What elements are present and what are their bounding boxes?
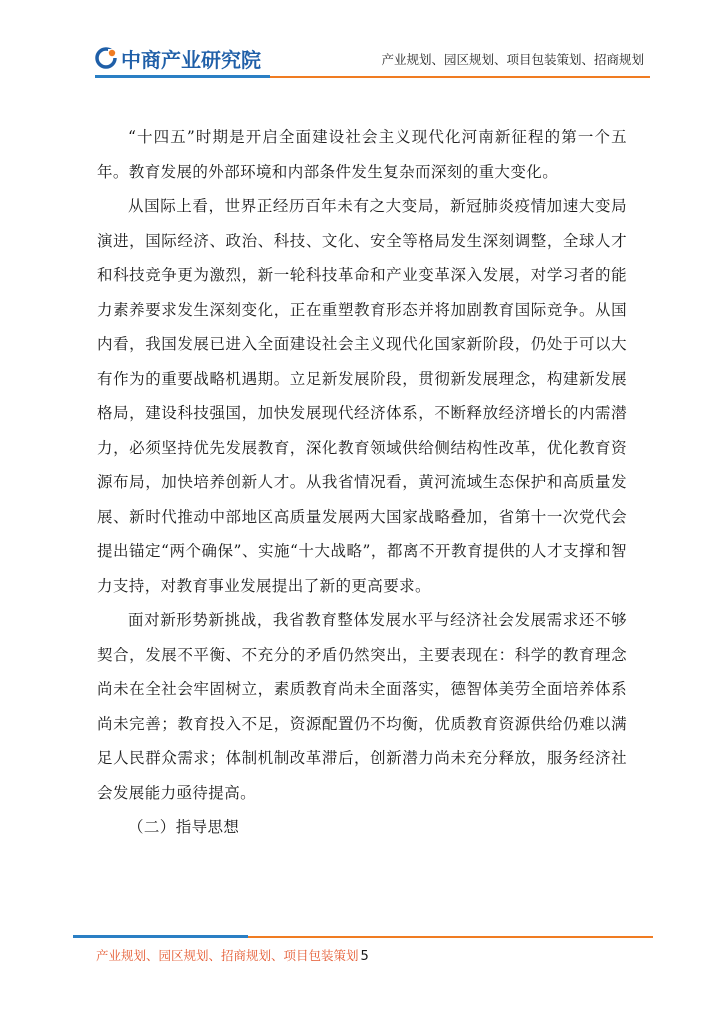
paragraph-context: 从国际上看，世界正经历百年未有之大变局，新冠肺炎疫情加速大变局演进，国际经济、政治、科技、文化、安全等格局发生深刻调整，全球人才和科技竞争更为激烈，新一轮科技革命和产业变革深入发展，对学习者的能力素养要求发生深刻变化，正在重塑教育形态并将加剧教育国际竞争。从国内看，我国发展已进入全面建设社会主义现代化国家新阶段，仍处于可以大有作为的重要战略机遇期。立足新发展阶段，贯彻新发展理念，构建新发展格局，建设科技强国，加快发展现代经济体系，不断释放经济增长的内需潜力，必须坚持优先发展教育，深化教育领域供给侧结构性改革，优化教育资源布局，加快培养创新人才。从我省情况看，黄河流域生态保护和高质量发展、新时代推动中部地区高质量发展两大国家战略叠加，省第十一次党代会提出锚定“两个确保”、实施“十大战略”，都离不开教育提供的人才支撑和智力支持，对教育事业发展提出了新的更高要求。: [97, 197, 627, 595]
document-body: [97, 120, 627, 845]
page-footer: [96, 946, 369, 964]
footer-rule-orange: [248, 936, 653, 938]
footer-rule-blue: [73, 935, 248, 938]
paragraph-challenges: 面对新形势新挑战，我省教育整体发展水平与经济社会发展需求还不够契合，发展不平衡、不充分的矛盾仍然突出，主要表现在：科学的教育理念尚未在全社会牢固树立，素质教育尚未全面落实，德智体美劳全面培养体系尚未完善；教育投入不足，资源配置仍不均衡，优质教育资源供给仍难以满足人民群众需求；体制机制改革滞后，创新潜力尚未充分释放，服务经济社会发展能力亟待提高。: [97, 611, 627, 802]
section-title: （二）指导思想: [128, 818, 240, 836]
paragraph-intro: “十四五”时期是开启全面建设社会主义现代化河南新征程的第一个五年。教育发展的外部环境和内部条件发生复杂而深刻的重大变化。: [97, 128, 627, 181]
header-rule-blue: [95, 75, 270, 78]
page-header: [0, 0, 724, 90]
header-slogan: 产业规划、园区规划、项目包装策划、招商规划: [381, 52, 644, 67]
logo-text: 中商产业研究院: [121, 47, 261, 72]
header-rule-orange: [270, 76, 650, 78]
logo-mark-icon: [95, 47, 117, 69]
footer-slogan: 产业规划、园区规划、招商规划、项目包装策划: [96, 948, 359, 963]
company-logo: [95, 44, 261, 72]
page-number: 5: [360, 949, 369, 964]
